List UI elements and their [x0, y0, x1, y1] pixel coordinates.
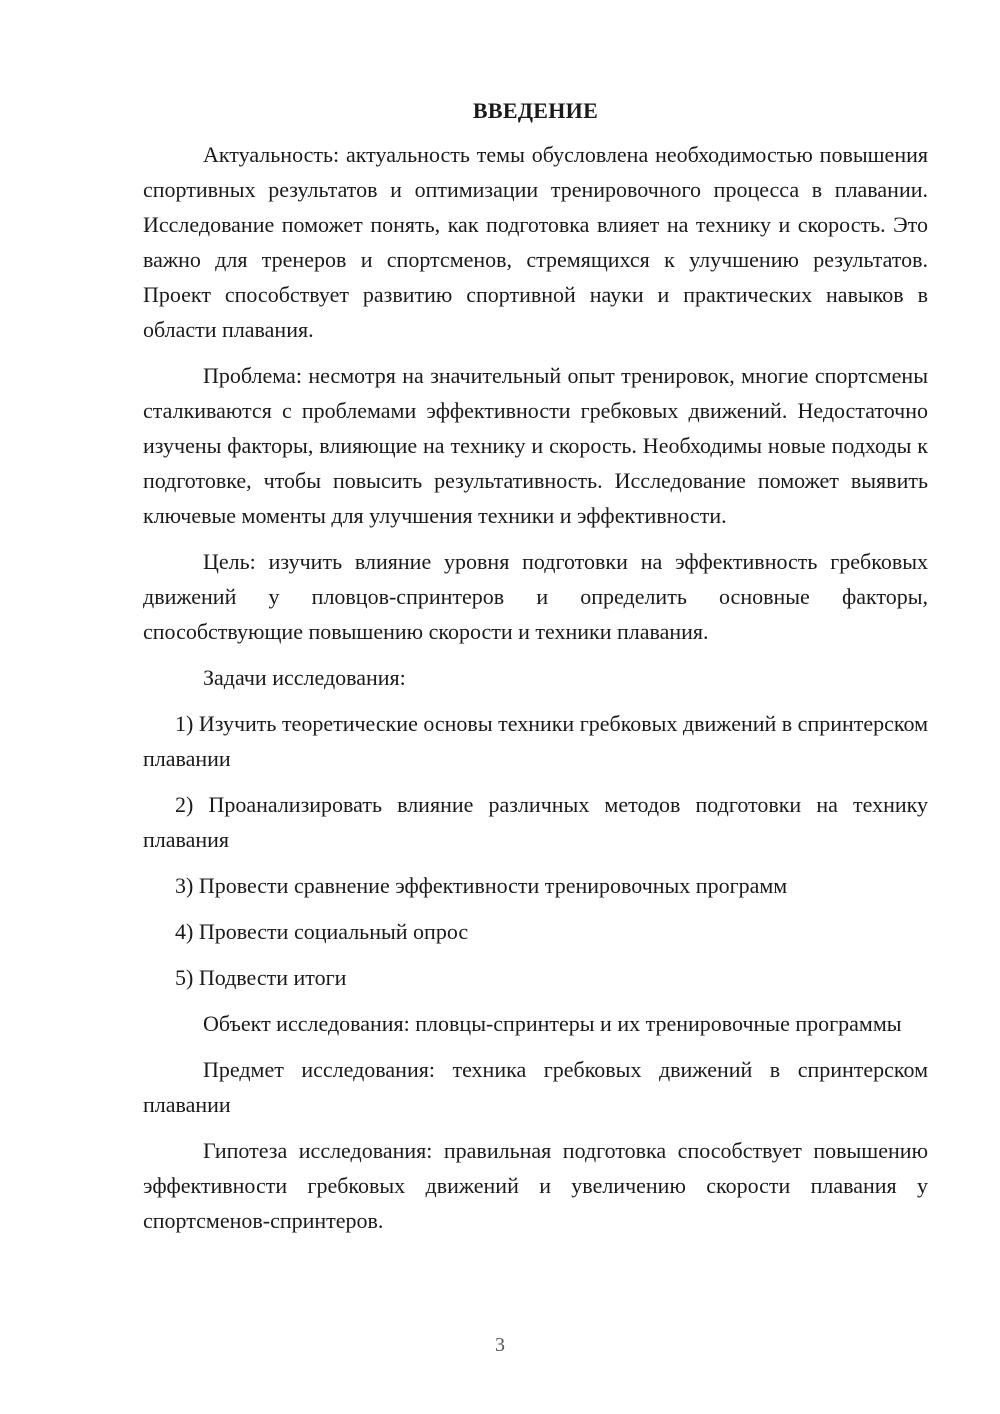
paragraph-subject: Предмет исследования: техника гребковых движений в спринтерском плавании [143, 1057, 928, 1117]
paragraph-goal: Цель: изучить влияние уровня подготовки на эффективность гребковых движений у пловцов-спринтеров и определить основные факторы, способствующие повышению скорости и техники плавания. [143, 549, 928, 644]
task-item-4: 4) Провести социальный опрос [175, 919, 469, 944]
paragraph-hypothesis: Гипотеза исследования: правильная подготовка способствует повышению эффективности гребковых движений и увеличению скорости плавания у спортсменов-спринтеров. [143, 1138, 928, 1233]
page-title: ВВЕДЕНИЕ [472, 98, 599, 123]
document-page [143, 95, 928, 1249]
paragraph-relevance: Актуальность: актуальность темы обусловлена необходимостью повышения спортивных результатов и оптимизации тренировочного процесса в плавании. Исследование поможет понять, как подготовка влияет на технику и скорость. Это важно для тренеров и спортсменов, стремящихся к улучшению результатов. Проект способствует развитию спортивной науки и практических навыков в области плавания. [143, 142, 928, 342]
tasks-heading: Задачи исследования: [203, 665, 406, 690]
page-number: 3 [495, 1334, 505, 1356]
task-item-3: 3) Провести сравнение эффективности тренировочных программ [175, 873, 788, 898]
task-item-5: 5) Подвести итоги [175, 965, 347, 990]
paragraph-object: Объект исследования: пловцы-спринтеры и их тренировочные программы [203, 1011, 902, 1036]
task-item-2: 2) Проанализировать влияние различных методов подготовки на технику плавания [143, 792, 928, 852]
task-item-1: 1) Изучить теоретические основы техники гребковых движений в спринтерском плавании [143, 711, 928, 771]
paragraph-problem: Проблема: несмотря на значительный опыт тренировок, многие спортсмены сталкиваются с проблемами эффективности гребковых движений. Недостаточно изучены факторы, влияющие на технику и скорость. Необходимы новые подходы к подготовке, чтобы повысить результативность. Исследование поможет выявить ключевые моменты для улучшения техники и эффективности. [143, 363, 928, 528]
